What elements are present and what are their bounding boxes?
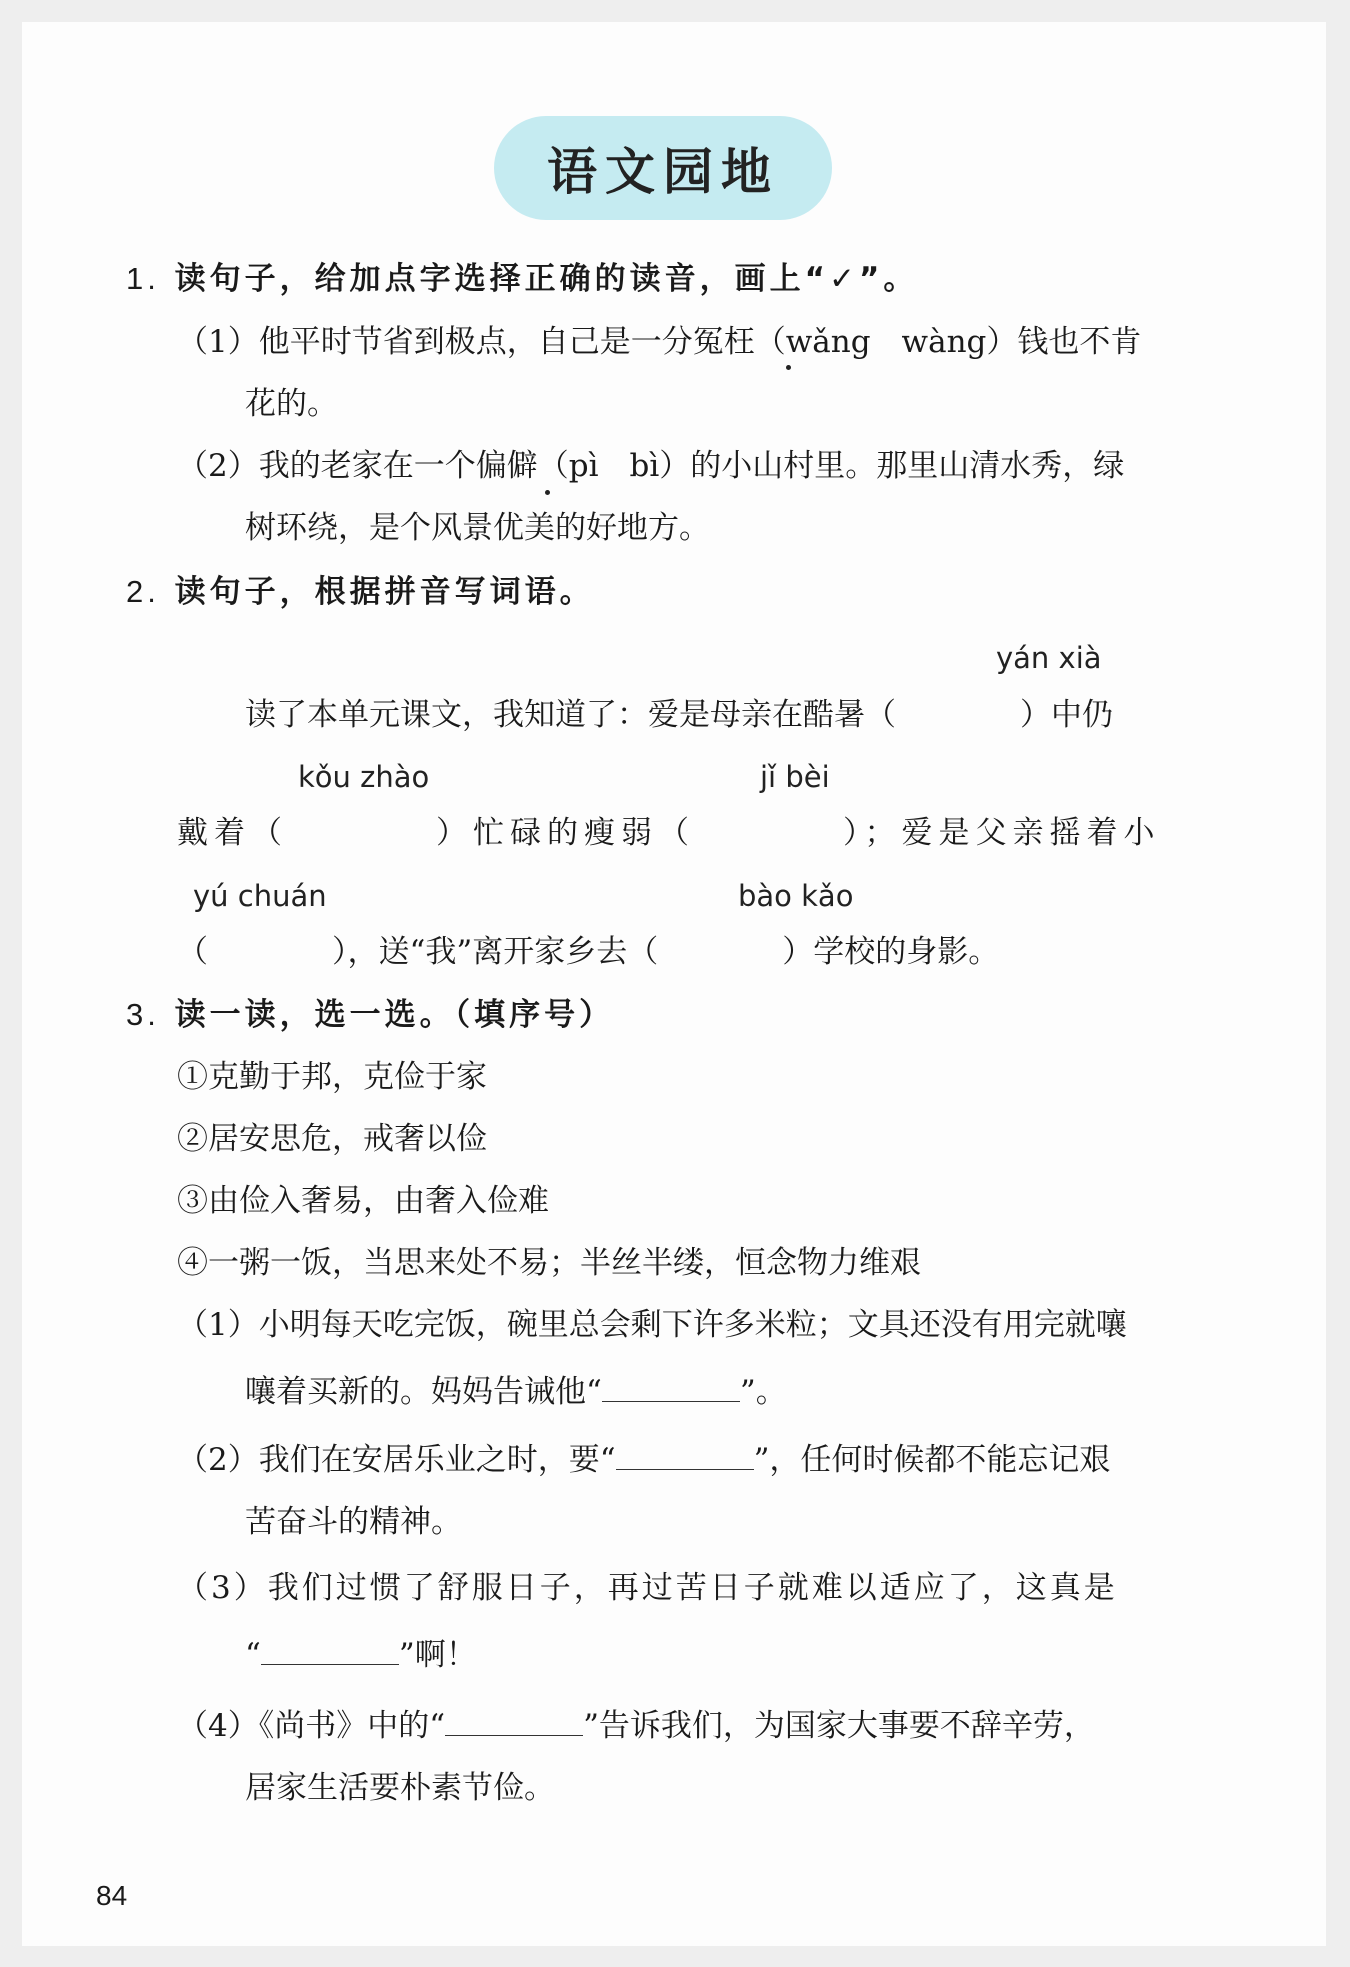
option-1: ①克勤于邦，克俭于家: [177, 1059, 487, 1095]
q3-item-3-line-2: [245, 1635, 477, 1675]
answer-blank-4[interactable]: [445, 1709, 583, 1736]
pinyin-kou-zhao: kǒu zhào: [298, 760, 430, 794]
option-2: ②居安思危，戒奢以俭: [177, 1121, 487, 1157]
item-2-text-end: ”，任何时候都不能忘记艰: [753, 1442, 1111, 1478]
q3-item-2-line-2: 苦奋斗的精神。: [245, 1504, 462, 1540]
option-4: ④一粥一饭，当思来处不易；半丝半缕，恒念物力维艰: [177, 1245, 921, 1281]
q2-line-3: （ ），送“我”离开家乡去（ ）学校的身影。: [177, 934, 1000, 970]
q3-item-3-line-1: （3）我们过惯了舒服日子，再过苦日子就难以适应了，这真是: [177, 1570, 1118, 1606]
item-1-text: 嚷着买新的。妈妈告诫他“: [245, 1374, 602, 1410]
pinyin-bao-kao: bào kǎo: [738, 879, 854, 913]
page-number: 84: [96, 1880, 128, 1911]
q2-heading-text: 读句子，根据拼音写词语。: [174, 574, 595, 610]
q2-line-1: 读了本单元课文，我知道了：爱是母亲在酷暑（ ）中仍: [245, 697, 1113, 733]
q3-heading-text: 读一读，选一选。（填序号）: [174, 997, 615, 1033]
q1-sentence-2-line-1: （2）我的老家在一个偏僻（pì bì）的小山村里。那里山清水秀，绿: [177, 448, 1125, 484]
q3-item-2-line-1: [177, 1440, 1110, 1480]
pinyin-yu-chuan: yú chuán: [193, 879, 327, 913]
q2-heading: [126, 572, 595, 612]
q1-sentence-1-line-1: （1）他平时节省到极点，自己是一分冤枉（wǎng wàng）钱也不肯: [177, 324, 1142, 360]
q3-heading: [126, 995, 614, 1035]
page: [22, 22, 1326, 1946]
option-3: ③由俭入奢易，由奢入俭难: [177, 1183, 549, 1219]
item-3-text-end: ”啊！: [398, 1637, 477, 1673]
item-4-text: （4）《尚书》中的“: [177, 1708, 446, 1744]
q1-sentence-1-line-2: 花的。: [245, 386, 338, 422]
q1-heading: [126, 259, 918, 299]
pinyin-ji-bei: jǐ bèi: [760, 760, 830, 794]
q2-line-2: 戴着（ ）忙碌的瘦弱（ ）；爱是父亲摇着小: [177, 815, 1161, 851]
q3-item-1-line-2: [245, 1372, 787, 1412]
q1-heading-text: 读句子，给加点字选择正确的读音，画上“✓”。: [174, 261, 919, 297]
q2-number: 2.: [126, 574, 160, 609]
q3-number: 3.: [126, 997, 160, 1032]
answer-blank-3[interactable]: [261, 1638, 399, 1665]
q3-item-4-line-1: [177, 1706, 1095, 1746]
answer-blank-1[interactable]: [602, 1375, 740, 1402]
item-1-text-end: ”。: [739, 1374, 787, 1410]
emphasis-dot: [786, 365, 791, 370]
title-banner: [494, 116, 832, 220]
q1-number: 1.: [126, 261, 160, 296]
emphasis-dot: [545, 490, 550, 495]
item-3-text: “: [245, 1637, 261, 1673]
pinyin-yan-xia: yán xià: [996, 641, 1102, 675]
q3-item-1-line-1: （1）小明每天吃完饭，碗里总会剩下许多米粒；文具还没有用完就嚷: [177, 1307, 1127, 1343]
answer-blank-2[interactable]: [616, 1443, 754, 1470]
q1-sentence-2-line-2: 树环绕，是个风景优美的好地方。: [245, 510, 710, 546]
page-title: 语文园地: [547, 143, 779, 201]
item-2-text: （2）我们在安居乐业之时，要“: [177, 1442, 616, 1478]
q3-item-4-line-2: 居家生活要朴素节俭。: [245, 1770, 555, 1806]
item-4-text-end: ”告诉我们，为国家大事要不辞辛劳，: [583, 1708, 1095, 1744]
